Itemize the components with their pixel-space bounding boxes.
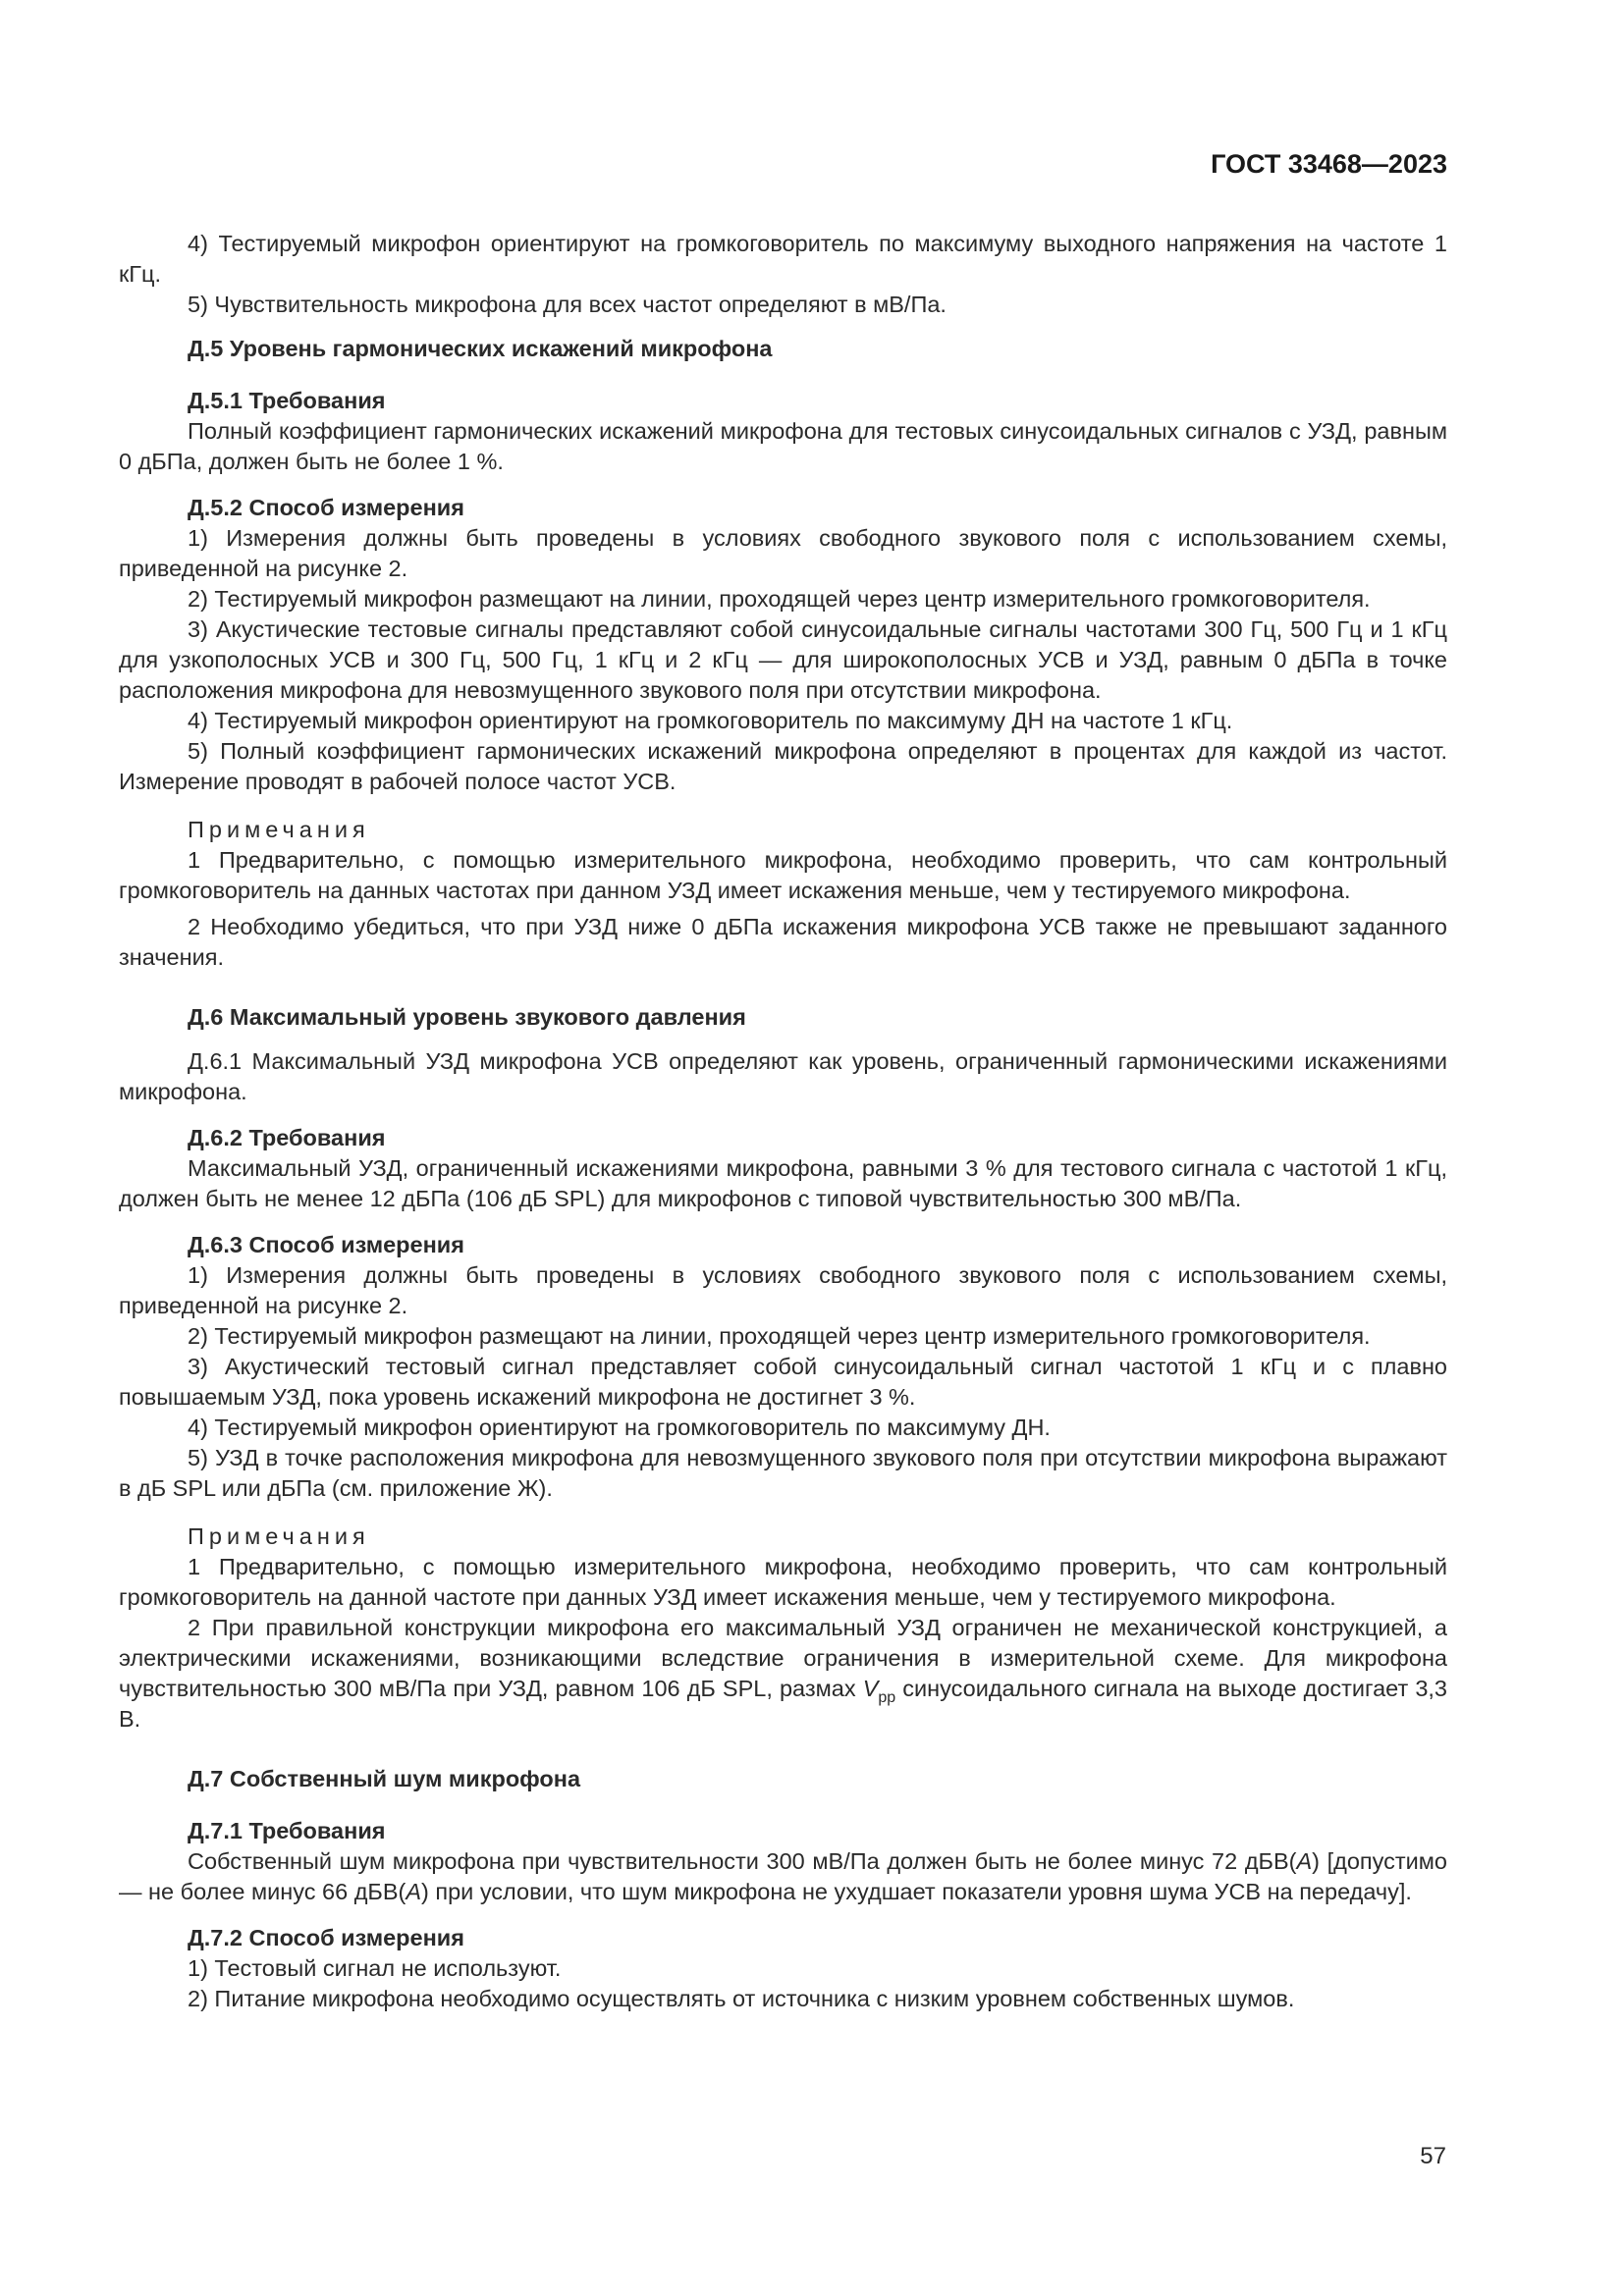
weighting-symbol: А <box>406 1879 422 1904</box>
paragraph <box>119 1846 1447 1907</box>
section-heading-d7: Д.7 Собственный шум микрофона <box>188 1766 581 1791</box>
list-item: 1) Тестовый сигнал не используют. <box>188 1955 562 1981</box>
voltage-subscript: pp <box>878 1689 896 1706</box>
list-item: 2) Тестируемый микрофон размещают на линии, проходящей через центр измерительного громкоговорителя. <box>188 1323 1371 1349</box>
paragraph: Д.6.1 Максимальный УЗД микрофона УСВ определяют как уровень, ограниченный гармоническими искажениями микрофона. <box>119 1048 1447 1104</box>
list-item: 5) Полный коэффициент гармонических искажений микрофона определяют в процентах для каждой из частот. Измерение проводят в рабочей полосе частот УСВ. <box>119 738 1447 794</box>
voltage-symbol: V <box>862 1676 879 1701</box>
note-item <box>119 1613 1447 1735</box>
list-item: 3) Акустические тестовые сигналы представляют собой синусоидальные сигналы частотами 300 Гц, 500 Гц и 1 кГц для узкополосных УСВ и 300 Гц, 500 Гц, 1 кГц и 2 кГц — для широкополосных УСВ и УЗД, равным 0 дБПа в точке расположения микрофона для невозмущенного звукового поля при отсутствии микрофона. <box>119 616 1447 703</box>
note-item: 1 Предварительно, с помощью измерительного микрофона, необходимо проверить, что сам контрольный громкоговоритель на данной частоте при данных УЗД имеет искажения меньше, чем у тестируемого микрофона. <box>119 1554 1447 1610</box>
section-heading-d6: Д.6 Максимальный уровень звукового давления <box>188 1004 746 1030</box>
list-item: 4) Тестируемый микрофон ориентируют на громкоговоритель по максимуму ДН на частоте 1 кГц. <box>188 708 1233 733</box>
note-text: 2 При правильной конструкции микрофона его максимальный УЗД ограничен не механической конструкцией, а электрическими искажениями, возникающими вследствие ограничения в измерительной схеме. Для микрофона чувствительностью 300 мВ/Па при УЗД, равном 106 дБ SPL, размах <box>119 1615 1447 1701</box>
subsection-heading-d62: Д.6.2 Требования <box>188 1125 386 1150</box>
document-number: ГОСТ 33468—2023 <box>1211 149 1447 179</box>
list-item: 2) Тестируемый микрофон размещают на линии, проходящей через центр измерительного громкоговорителя. <box>188 586 1371 612</box>
notes-heading: Примечания <box>188 817 370 842</box>
paragraph: Полный коэффициент гармонических искажений микрофона для тестовых синусоидальных сигналов с УЗД, равным 0 дБПа, должен быть не более 1 %. <box>119 418 1447 474</box>
page-number: 57 <box>1420 2143 1446 2169</box>
paragraph: 4) Тестируемый микрофон ориентируют на громкоговоритель по максимуму выходного напряжения на частоте 1 кГц. <box>119 231 1447 287</box>
section-heading-d5: Д.5 Уровень гармонических искажений микрофона <box>188 336 773 361</box>
subsection-heading-d71: Д.7.1 Требования <box>188 1818 386 1843</box>
subsection-heading-d52: Д.5.2 Способ измерения <box>188 495 464 520</box>
weighting-symbol: А <box>1296 1848 1313 1874</box>
list-item: 1) Измерения должны быть проведены в условиях свободного звукового поля с использованием схемы, приведенной на рисунке 2. <box>119 525 1447 581</box>
list-item: 4) Тестируемый микрофон ориентируют на громкоговоритель по максимуму ДН. <box>188 1415 1051 1440</box>
subsection-heading-d72: Д.7.2 Способ измерения <box>188 1925 464 1950</box>
notes-heading: Примечания <box>188 1523 370 1549</box>
note-item: 2 Необходимо убедиться, что при УЗД ниже 0 дБПа искажения микрофона УСВ также не превышают заданного значения. <box>119 914 1447 970</box>
list-item: 2) Питание микрофона необходимо осуществлять от источника с низким уровнем собственных шумов. <box>188 1986 1295 2011</box>
list-item: 3) Акустический тестовый сигнал представляет собой синусоидальный сигнал частотой 1 кГц и с плавно повышаемым УЗД, пока уровень искажений микрофона не достигнет 3 %. <box>119 1354 1447 1410</box>
paragraph-text: ) [допустимо — не более минус 66 дБВ( <box>119 1848 1447 1904</box>
paragraph: 5) Чувствительность микрофона для всех частот определяют в мВ/Па. <box>188 292 947 317</box>
paragraph-text: Собственный шум микрофона при чувствительности 300 мВ/Па должен быть не более минус 72 дБВ( <box>188 1848 1297 1874</box>
subsection-heading-d63: Д.6.3 Способ измерения <box>188 1232 464 1257</box>
paragraph-text: ) при условии, что шум микрофона не ухудшает показатели уровня шума УСВ на передачу]. <box>421 1879 1412 1904</box>
page-body <box>119 229 1447 2014</box>
list-item: 1) Измерения должны быть проведены в условиях свободного звукового поля с использованием схемы, приведенной на рисунке 2. <box>119 1262 1447 1318</box>
subsection-heading-d51: Д.5.1 Требования <box>188 388 386 413</box>
note-item: 1 Предварительно, с помощью измерительного микрофона, необходимо проверить, что сам контрольный громкоговоритель на данных частотах при данном УЗД имеет искажения меньше, чем у тестируемого микрофона. <box>119 847 1447 903</box>
note-text: синусоидального сигнала на выходе достигает 3,3 В. <box>119 1676 1447 1732</box>
paragraph: Максимальный УЗД, ограниченный искажениями микрофона, равными 3 % для тестового сигнала с частотой 1 кГц, должен быть не менее 12 дБПа (106 дБ SPL) для микрофонов с типовой чувствительностью 300 мВ/Па. <box>119 1155 1447 1211</box>
list-item: 5) УЗД в точке расположения микрофона для невозмущенного звукового поля при отсутствии микрофона выражают в дБ SPL или дБПа (см. приложение Ж). <box>119 1445 1447 1501</box>
